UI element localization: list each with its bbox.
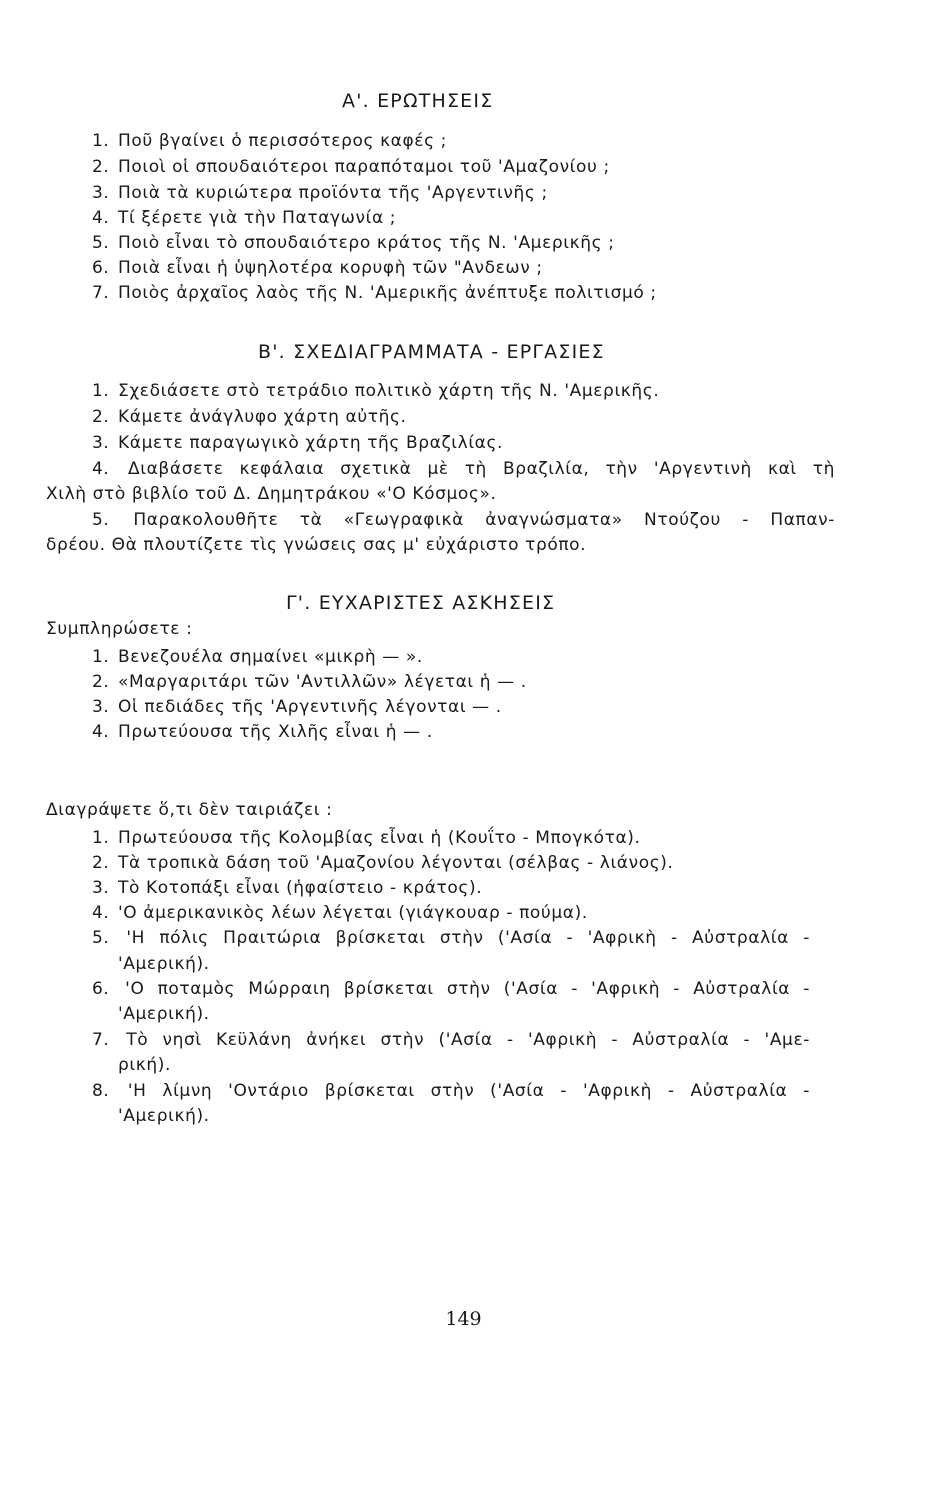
section-a-title: Α'. ΕΡΩΤΗΣΕΙΣ	[342, 90, 494, 112]
strike-out-label: Διαγράψετε ὅ,τι δὲν ταιριάζει :	[46, 800, 333, 820]
task-item: 4. Διαβάσετε κεφάλαια σχετικὰ μὲ τὴ Βραζιλία, τὴν 'Αργεντινὴ καὶ τὴ	[92, 459, 835, 479]
strike-out-item: 1. Πρωτεύουσα τῆς Κολομβίας εἶναι ἡ (Κουΐτο - Μπογκότα).	[92, 828, 641, 848]
task-item-continuation: Χιλὴ στὸ βιβλίο τοῦ Δ. Δημητράκου «'Ο Κόσμος».	[46, 484, 497, 504]
strike-out-item: 7. Τὸ νησὶ Κεϋλάνη ἀνήκει στὴν ('Ασία - 'Αφρικὴ - Αὐστραλία - 'Αμε-	[92, 1030, 810, 1050]
fill-in-label: Συμπληρώσετε :	[46, 619, 193, 639]
task-item: 3. Κάμετε παραγωγικὸ χάρτη τῆς Βραζιλίας.	[92, 433, 504, 453]
section-c-title: Γ'. ΕΥΧΑΡΙΣΤΕΣ ΑΣΚΗΣΕΙΣ	[286, 592, 556, 614]
task-item: 2. Κάμετε ἀνάγλυφο χάρτη αὐτῆς.	[92, 407, 407, 427]
question-item: 7. Ποιὸς ἀρχαῖος λαὸς τῆς Ν. 'Αμερικῆς ἀνέπτυξε πολιτισμό ;	[92, 283, 657, 303]
strike-out-item-continuation: ρική).	[118, 1055, 171, 1075]
task-item-continuation: δρέου. Θὰ πλουτίζετε τὶς γνώσεις σας μ' εὐχάριστο τρόπο.	[46, 535, 587, 555]
fill-in-item: 3. Οἱ πεδιάδες τῆς 'Αργεντινῆς λέγονται — .	[92, 697, 502, 717]
page-number: 149	[445, 1308, 482, 1330]
question-item: 1. Ποῦ βγαίνει ὁ περισσότερος καφές ;	[92, 131, 448, 151]
question-item: 3. Ποιὰ τὰ κυριώτερα προϊόντα τῆς 'Αργεντινῆς ;	[92, 183, 548, 203]
task-item: 5. Παρακολουθῆτε τὰ «Γεωγραφικὰ ἀναγνώσματα» Ντούζου - Παπαν-	[92, 510, 835, 530]
strike-out-item: 6. 'Ο ποταμὸς Μώρραιη βρίσκεται στὴν ('Ασία - 'Αφρικὴ - Αὐστραλία -	[92, 979, 810, 999]
fill-in-item: 4. Πρωτεύουσα τῆς Χιλῆς εἶναι ἡ — .	[92, 722, 433, 742]
section-b-title: Β'. ΣΧΕΔΙΑΓΡΑΜΜΑΤΑ - ΕΡΓΑΣΙΕΣ	[258, 341, 605, 363]
question-item: 4. Τί ξέρετε γιὰ τὴν Παταγωνία ;	[92, 208, 397, 228]
strike-out-item-continuation: 'Αμερική).	[118, 954, 210, 974]
strike-out-item-continuation: 'Αμερική).	[118, 1004, 210, 1024]
strike-out-item-continuation: 'Αμερική).	[118, 1106, 210, 1126]
strike-out-item: 3. Τὸ Κοτοπάξι εἶναι (ἡφαίστειο - κράτος).	[92, 878, 483, 898]
strike-out-item: 8. 'Η λίμνη 'Οντάριο βρίσκεται στὴν ('Ασία - 'Αφρικὴ - Αὐστραλία -	[92, 1081, 810, 1101]
strike-out-item: 5. 'Η πόλις Πραιτώρια βρίσκεται στὴν ('Ασία - 'Αφρικὴ - Αὐστραλία -	[92, 928, 810, 948]
fill-in-item: 2. «Μαργαριτάρι τῶν 'Αντιλλῶν» λέγεται ἡ — .	[92, 672, 527, 692]
strike-out-item: 2. Τὰ τροπικὰ δάση τοῦ 'Αμαζονίου λέγονται (σέλβας - λιάνος).	[92, 853, 674, 873]
question-item: 5. Ποιὸ εἶναι τὸ σπουδαιότερο κράτος τῆς Ν. 'Αμερικῆς ;	[92, 233, 615, 253]
task-item: 1. Σχεδιάσετε στὸ τετράδιο πολιτικὸ χάρτη τῆς Ν. 'Αμερικῆς.	[92, 381, 660, 401]
question-item: 6. Ποιὰ εἶναι ἡ ὑψηλοτέρα κορυφὴ τῶν "Ανδεων ;	[92, 258, 543, 278]
fill-in-item: 1. Βενεζουέλα σημαίνει «μικρὴ — ».	[92, 647, 423, 667]
strike-out-item: 4. 'Ο ἀμερικανικὸς λέων λέγεται (γιάγκουαρ - πούμα).	[92, 903, 588, 923]
question-item: 2. Ποιοὶ οἱ σπουδαιότεροι παραπόταμοι τοῦ 'Αμαζονίου ;	[92, 157, 610, 177]
